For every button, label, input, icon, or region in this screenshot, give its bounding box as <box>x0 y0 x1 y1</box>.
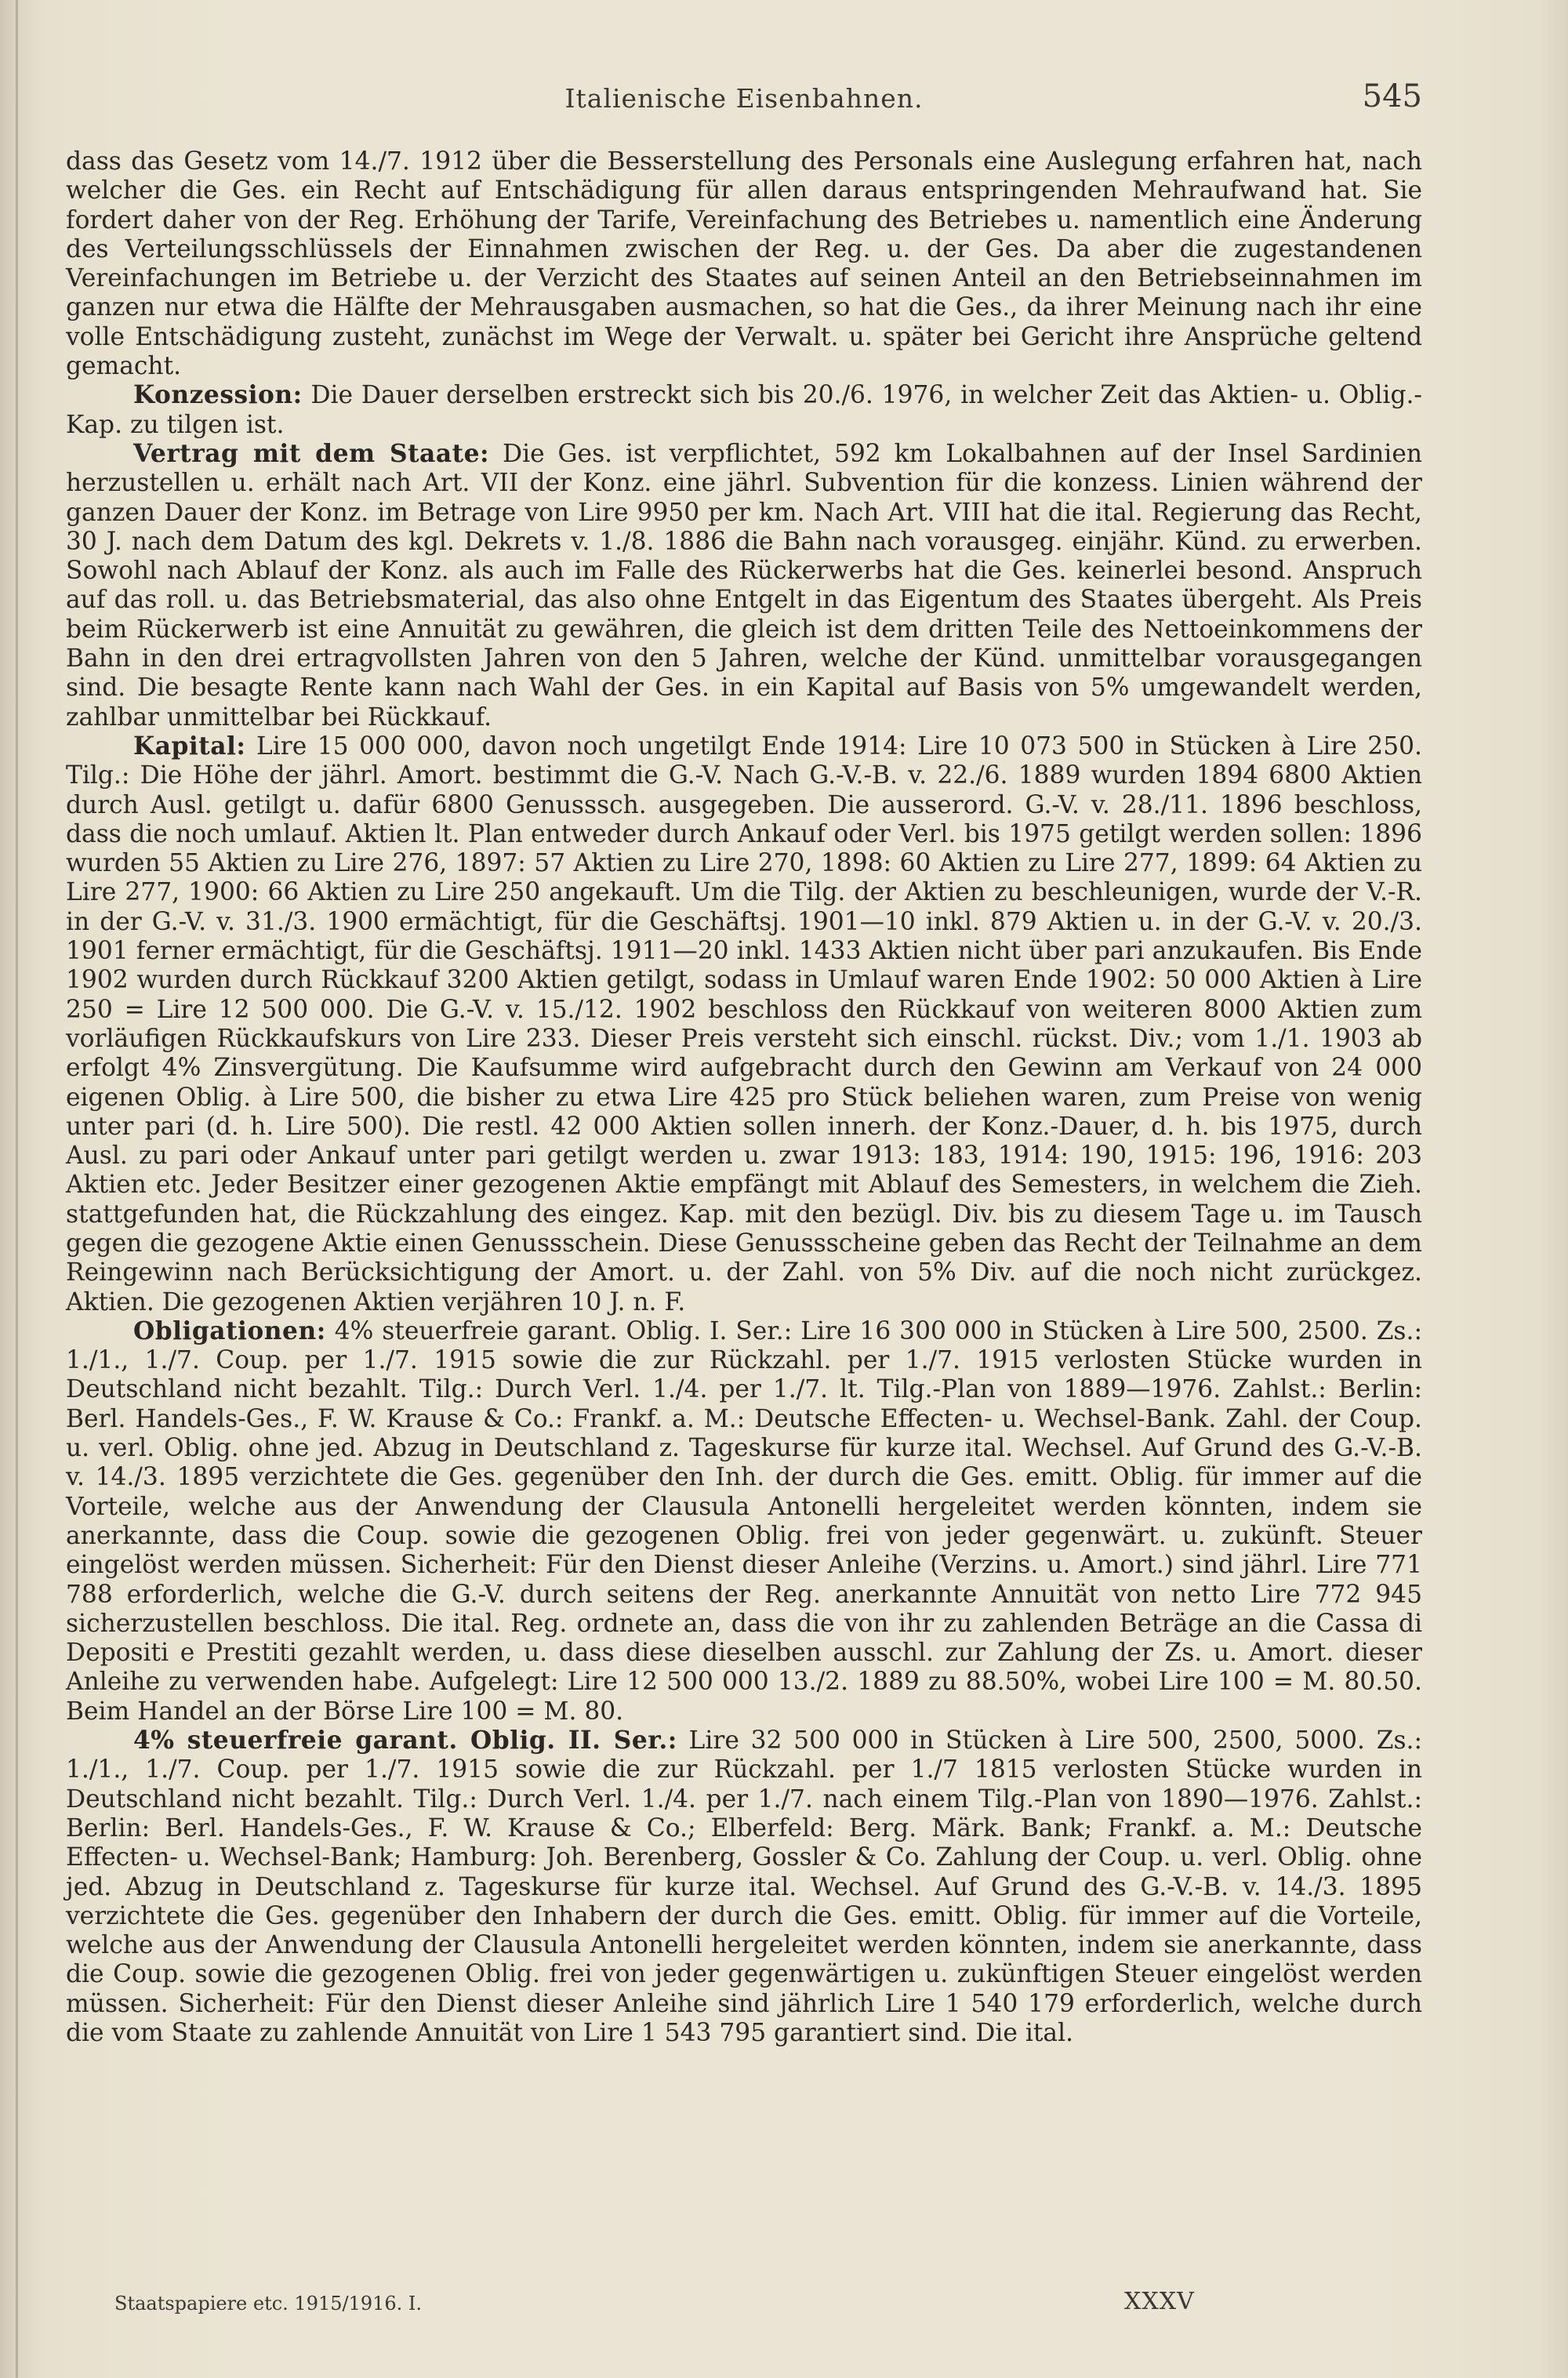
paragraph-obligationen-2-text: Lire 32 500 000 in Stücken à Lire 500, 2500, 5000. Zs.: 1./1., 1./7. Coup. per 1./7. 1915 sowie die zur Rückzahl. per 1./7 1815 verlosten Stücke wurden in Deutschland nicht bezahlt. Tilg.: Durch Verl. 1./4. per 1./7. nach einem Tilg.-Plan von 1890—1976. Zahlst.: Berlin: Berl. Handels-Ges., F. W. Krause & Co.; Elberfeld: Berg. Märk. Bank; Frankf. a. M.: Deutsche Effecten- u. Wechsel-Bank; Hamburg: Joh. Berenberg, Gossler & Co. Zahlung der Coup. u. verl. Oblig. ohne jed. Abzug in Deutschland z. Tageskurse für kurze ital. Wechsel. Auf Grund des G.-V.-B. v. 14./3. 1895 verzichtete die Ges. gegenüber den Inhabern der durch die Ges. emitt. Oblig. für immer auf die Vorteile, welche aus der Anwendung der Clausula Antonelli hergeleitet werden könnten, indem sie anerkannte, dass die Coup. sowie die gezogenen Oblig. frei von jeder gegenwärtigen u. zukünftigen Steuer eingelöst werden müssen. Sicherheit: Für den Dienst dieser Anleihe sind jährlich Lire 1 540 179 erforderlich, welche durch die vom Staate zu zahlende Annuität von Lire 1 543 795 garantiert sind. Die ital. <box>66 1726 1423 2047</box>
paragraph-intro-text: dass das Gesetz vom 14./7. 1912 über die Besserstellung des Personals eine Auslegung erfahren hat, nach welcher die Ges. ein Recht auf Entschädigung für allen daraus entspringenden Mehraufwand hat. Sie fordert daher von der Reg. Erhöhung der Tarife, Vereinfachung des Betriebes u. namentlich eine Änderung des Verteilungsschlüssels der Einnahmen zwischen der Reg. u. der Ges. Da aber die zugestandenen Vereinfachungen im Betriebe u. der Verzicht des Staates auf seinen Anteil an den Betriebseinnahmen im ganzen nur etwa die Hälfte der Mehrausgaben ausmachen, so hat die Ges., da ihrer Meinung nach ihr eine volle Entschädigung zusteht, zunächst im Wege der Verwalt. u. später bei Gericht ihre Ansprüche geltend gemacht. <box>66 147 1422 381</box>
paragraph-obligationen-1 <box>66 1317 1422 1726</box>
paragraph-vertrag-text: Die Ges. ist verpflichtet, 592 km Lokalbahnen auf der Insel Sardinien herzustellen u. erhält nach Art. VII der Konz. eine jährl. Subvention für die konzess. Linien während der ganzen Dauer der Konz. im Betrage von Lire 9950 per km. Nach Art. VIII hat die ital. Regierung das Recht, 30 J. nach dem Datum des kgl. Dekrets v. 1./8. 1886 die Bahn nach vorausgeg. einjähr. Künd. zu erwerben. Sowohl nach Ablauf der Konz. als auch im Falle des Rückerwerbs hat die Ges. keinerlei besond. Anspruch auf das roll. u. das Betriebsmaterial, das also ohne Entgelt in das Eigentum des Staates übergeht. Als Preis beim Rückerwerb ist eine Annuität zu gewähren, die gleich ist dem dritten Teile des Nettoeinkommens der Bahn in den drei ertragvollsten Jahren von den 5 Jahren, welche der Künd. unmittelbar vorausgegangen sind. Die besagte Rente kann nach Wahl der Ges. in ein Kapital auf Basis von 5% umgewandelt werden, zahlbar unmittelbar bei Rückkauf. <box>66 439 1422 732</box>
heading-oblig-ser-2: 4% steuerfreie garant. Oblig. II. Ser.: <box>133 1726 677 1755</box>
paragraph-intro <box>66 147 1422 381</box>
running-header <box>66 78 1422 124</box>
body-text <box>66 147 1422 2048</box>
header-title: Italienische Eisenbahnen. <box>564 83 924 114</box>
heading-kapital: Kapital: <box>133 732 246 761</box>
page-footer <box>66 2288 1422 2319</box>
paragraph-obligationen-1-text: 4% steuerfreie garant. Oblig. I. Ser.: Lire 16 300 000 in Stücken à Lire 500, 2500. Zs.: 1./1., 1./7. Coup. per 1./7. 1915 sowie die zur Rückzahl. per 1./7. 1915 verlosten Stücke wurden in Deutschland nicht bezahlt. Tilg.: Durch Verl. 1./4. per 1./7. lt. Tilg.-Plan von 1889—1976. Zahlst.: Berlin: Berl. Handels-Ges., F. W. Krause & Co.: Frankf. a. M.: Deutsche Effecten- u. Wechsel-Bank. Zahl. der Coup. u. verl. Oblig. ohne jed. Abzug in Deutschland z. Tageskurse für kurze ital. Wechsel. Auf Grund des G.-V.-B. v. 14./3. 1895 verzichtete die Ges. gegenüber den Inh. der durch die Ges. emitt. Oblig. für immer auf die Vorteile, welche aus der Anwendung der Clausula Antonelli hergeleitet werden könnten, indem sie anerkannte, dass die Coup. sowie die gezogenen Oblig. frei von jeder gegenwärt. u. zukünft. Steuer eingelöst werden müssen. Sicherheit: Für den Dienst dieser Anleihe (Verzins. u. Amort.) sind jährl. Lire 771 788 erforderlich, welche die G.-V. durch seitens der Reg. anerkannte Annuität von netto Lire 772 945 sicherzustellen beschloss. Die ital. Reg. ordnete an, dass die von ihr zu zahlenden Beträge an die Cassa di Depositi e Prestiti gezahlt werden, u. dass diese dieselben ausschl. zur Zahlung der Zs. u. Amort. dieser Anleihe zu verwenden habe. Aufgelegt: Lire 12 500 000 13./2. 1889 zu 88.50%, wobei Lire 100 = M. 80.50. Beim Handel an der Börse Lire 100 = M. 80. <box>66 1316 1422 1726</box>
footer-source: Staatspapiere etc. 1915/1916. I. <box>114 2293 423 2314</box>
paragraph-konzession-text: Die Dauer derselben erstreckt sich bis 20./6. 1976, in welcher Zeit das Aktien- u. Oblig.-Kap. zu tilgen ist. <box>66 381 1422 439</box>
paragraph-konzession <box>66 381 1422 440</box>
page-number: 545 <box>1362 78 1422 114</box>
paragraph-kapital <box>66 732 1422 1317</box>
paragraph-vertrag <box>66 440 1422 732</box>
paragraph-kapital-text: Lire 15 000 000, davon noch ungetilgt Ende 1914: Lire 10 073 500 in Stücken à Lire 250. Tilg.: Die Höhe der jährl. Amort. bestimmt die G.-V. Nach G.-V.-B. v. 22./6. 1889 wurden 1894 6800 Aktien durch Ausl. getilgt u. dafür 6800 Genusssch. ausgegeben. Die ausserord. G.-V. v. 28./11. 1896 beschloss, dass die noch umlauf. Aktien lt. Plan entweder durch Ankauf oder Verl. bis 1975 getilgt werden sollen: 1896 wurden 55 Aktien zu Lire 276, 1897: 57 Aktien zu Lire 270, 1898: 60 Aktien zu Lire 277, 1899: 64 Aktien zu Lire 277, 1900: 66 Aktien zu Lire 250 angekauft. Um die Tilg. der Aktien zu beschleunigen, wurde der V.-R. in der G.-V. v. 31./3. 1900 ermächtigt, für die Geschäftsj. 1901—10 inkl. 879 Aktien u. in der G.-V. v. 20./3. 1901 ferner ermächtigt, für die Geschäftsj. 1911—20 inkl. 1433 Aktien nicht über pari anzukaufen. Bis Ende 1902 wurden durch Rückkauf 3200 Aktien getilgt, sodass in Umlauf waren Ende 1902: 50 000 Aktien à Lire 250 = Lire 12 500 000. Die G.-V. v. 15./12. 1902 beschloss den Rückkauf von weiteren 8000 Aktien zum vorläufigen Rückkaufskurs von Lire 233. Dieser Preis versteht sich einschl. rückst. Div.; vom 1./1. 1903 ab erfolgt 4% Zinsvergütung. Die Kaufsumme wird aufgebracht durch den Gewinn am Verkauf von 24 000 eigenen Oblig. à Lire 500, die bisher zu etwa Lire 425 pro Stück beliehen waren, zum Preise von wenig unter pari (d. h. Lire 500). Die restl. 42 000 Aktien sollen innerh. der Konz.-Dauer, d. h. bis 1975, durch Ausl. zu pari oder Ankauf unter pari getilgt werden u. zwar 1913: 183, 1914: 190, 1915: 196, 1916: 203 Aktien etc. Jeder Besitzer einer gezogenen Aktie empfängt mit Ablauf des Semesters, in welchem die Zieh. stattgefunden hat, die Rückzahlung des eingez. Kap. mit den bezügl. Div. bis zu diesem Tage u. im Tausch gegen die gezogene Aktie einen Genussschein. Diese Genussscheine geben das Recht der Teilnahme an dem Reingewinn nach Berücksichtigung der Amort. u. der Zahl. von 5% Div. auf die noch nicht zurückgez. Aktien. Die gezogenen Aktien verjähren 10 J. n. F. <box>66 732 1422 1316</box>
paragraph-obligationen-2 <box>66 1726 1422 2048</box>
binding-gutter <box>16 0 18 2378</box>
heading-vertrag: Vertrag mit dem Staate: <box>133 439 490 468</box>
footer-signature: XXXV <box>1124 2288 1195 2315</box>
heading-konzession: Konzession: <box>133 381 303 410</box>
heading-obligationen: Obligationen: <box>133 1316 326 1345</box>
